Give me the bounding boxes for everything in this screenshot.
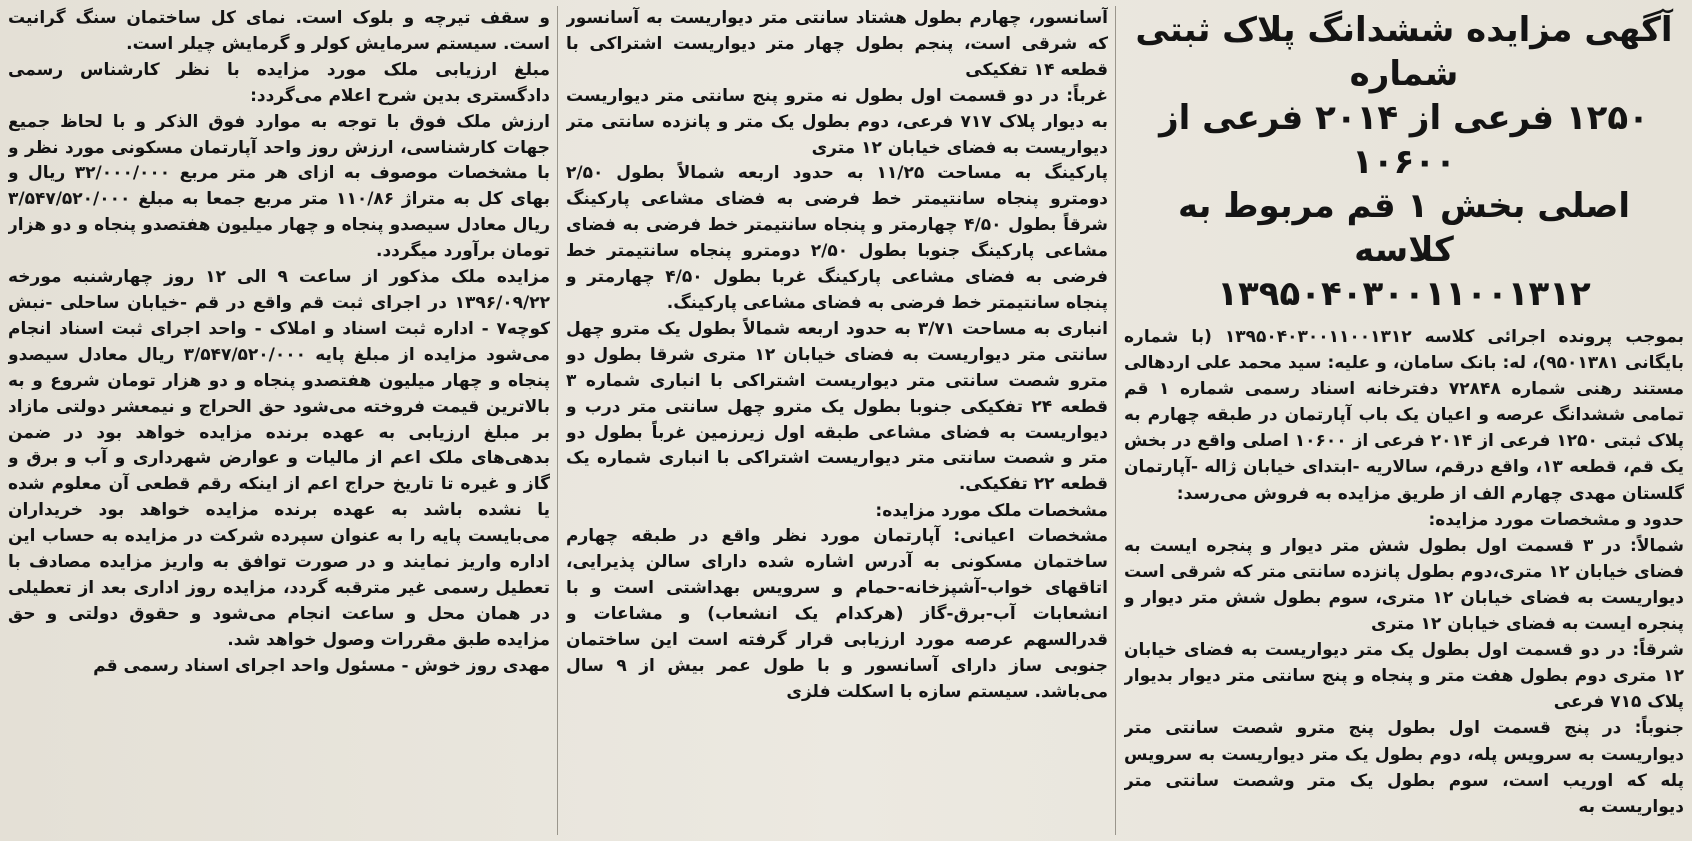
title-line-4: ۱۳۹۵۰۴۰۳۰۰۱۱۰۰۱۳۱۲ xyxy=(1217,274,1591,314)
north-boundary: شمالاً: در ۳ قسمت اول بطول شش متر دیوار و پنجره ایست به فضای خیابان ۱۲ متری،دوم بطول پانزده سانتی متر که شرقی است دیواریست به فضای خیابان ۱۲ متری، سوم بطول شش متر دیوار و پنجره ایست به فضای خیابان ۱۲ متری xyxy=(1124,535,1684,635)
parking-paragraph: پارکینگ به مساحت ۱۱/۲۵ به حدود اربعه شمالاً بطول ۲/۵۰ دومترو پنجاه سانتیمتر خط فرضی به فضای مشاعی پارکینگ شرقاً بطول ۴/۵۰ چهارمتر و پنجاه سانتیمتر خط فرضی به فضای مشاعی پارکینگ جنوبا بطول ۲/۵۰ دومترو پنجاه سانتیمتر خط فرضی به فضای مشاعی پارکینگ غربا بطول ۴/۵۰ چهارمتر و پنجاه سانتیمتر خط فرضی به فضای مشاعی پارکینگ. xyxy=(566,163,1108,313)
specs-heading: مشخصات ملک مورد مزایده: xyxy=(875,501,1108,522)
column-divider xyxy=(1115,6,1116,835)
title-line-3: اصلی بخش ۱ قم مربوط به کلاسه xyxy=(1178,186,1630,270)
column-middle xyxy=(566,6,1108,837)
signature-line: مهدی روز خوش - مسئول واحد اجرای اسناد رسمی قم xyxy=(93,655,550,676)
boundaries-heading: حدود و مشخصات مورد مزایده: xyxy=(1428,509,1684,530)
title-line-2: ۱۲۵۰ فرعی از ۲۰۱۴ فرعی از ۱۰۶۰۰ xyxy=(1159,98,1649,182)
notice-title xyxy=(1124,8,1684,316)
west-boundary: غرباً: در دو قسمت اول بطول نه مترو پنج سانتی متر دیواریست به دیوار پلاک ۷۱۷ فرعی، دوم بطول یک متر و پانزده سانتی متر دیواریست به فضای خیابان ۱۲ متری xyxy=(566,85,1108,158)
valuation-paragraph: ارزش ملک فوق با توجه به موارد فوق الذکر و با لحاظ جمیع جهات کارشناسی، ارزش روز واحد آپارتمان مسکونی مورد نظر و با مشخصات موصوف به ازای هر متر مربع ۳۲/۰۰۰/۰۰۰ ریال و بهای کل به متراژ ۱۱۰/۸۶ متر مربع جمعا به مبلغ ۳/۵۴۷/۵۲۰/۰۰۰ ریال معادل سیصدو پنجاه و چهار میلیون هفتصدو پنجاه و دو هزار تومان برآورد میگردد. xyxy=(8,111,550,262)
column-right xyxy=(1124,6,1684,837)
south-boundary-end: آسانسور، چهارم بطول هشتاد سانتی متر دیواریست به آسانسور که شرقی است، پنجم بطول چهار متر دیواریست اشتراکی با قطعه ۱۴ تفکیکی xyxy=(566,8,1108,80)
east-boundary: شرقاً: در دو قسمت اول بطول یک متر دیواریست به فضای خیابان ۱۲ متری دوم بطول هفت متر و پنجاه و پنج سانتی متر دیوار بدیوار پلاک ۷۱۵ فرعی xyxy=(1124,640,1684,713)
column-divider xyxy=(557,6,558,835)
storage-paragraph: انباری به مساحت ۳/۷۱ به حدود اربعه شمالاً بطول یک مترو چهل سانتی متر دیواریست به فضای خیابان ۱۲ متری شرقا بطول دو مترو شصت سانتی متر دیواریست اشتراکی با انباری شماره ۳ قطعه ۲۴ تفکیکی جنوبا بطول یک مترو چهل سانتی متر درب و دیواریست به فضای مشاعی طبقه اول زیرزمین غرباً بطول دو متر و شصت سانتی متر دیواریست اشتراکی با انباری شماره یک قطعه ۲۲ تفکیکی. xyxy=(566,318,1108,495)
south-boundary-start: جنوباً: در پنج قسمت اول بطول پنج مترو شصت سانتی متر دیواریست به سرویس پله، دوم بطول یک متر دیواریست به سرویس پله که اوریب است، سوم بطول یک متر وشصت سانتی متر دیواریست به xyxy=(1124,718,1684,817)
valuation-intro: مبلغ ارزیابی ملک مورد مزایده با نظر کارشناس رسمی دادگستری بدین شرح اعلام می‌گردد: xyxy=(8,59,550,106)
intro-paragraph: بموجب پرونده اجرائی کلاسه ۱۳۹۵۰۴۰۳۰۰۱۱۰۰۱۳۱۲ (با شماره بایگانی ۹۵۰۱۳۸۱)، له: بانک سامان، و علیه: سید محمد علی اردهالی مستند رهنی شماره ۷۲۸۴۸ دفترخانه اسناد رسمی شماره ۱ قم تمامی ششدانگ عرصه و اعیان یک باب آپارتمان در طبقه چهارم به پلاک ثبتی ۱۲۵۰ فرعی از ۲۰۱۴ فرعی از ۱۰۶۰۰ اصلی واقع در بخش یک قم، قطعه ۱۳، واقع درقم، سالاریه -ابتدای خیابان ژاله -آپارتمان گلستان مهدی چهارم الف از طریق مزایده به فروش می‌رسد: xyxy=(1124,327,1684,504)
auction-paragraph: مزایده ملک مذکور از ساعت ۹ الی ۱۲ روز چهارشنبه مورخه ۱۳۹۶/۰۹/۲۲ در اجرای ثبت قم واقع در قم -خیابان ساحلی -نبش کوچه۷ - اداره ثبت اسناد و املاک - واحد اجرای ثبت اسناد انجام می‌شود مزایده از مبلغ پایه ۳/۵۴۷/۵۲۰/۰۰۰ ریال معادل سیصدو پنجاه و چهار میلیون هفتصدو پنجاه و دو هزار تومان شروع و به بالاترین قیمت فروخته می‌شود حق الحراج و نیمعشر دولتی مازاد بر مبلغ ارزیابی به عهده برنده مزایده خواهد بود در ضمن بدهی‌های ملک اعم از مالیات و عوارض شهرداری و آب و برق و گاز و غیره تا تاریخ حراج اعم از اینکه رقم قطعی آن معلوم شده یا نشده باشد به عهده برنده مزایده خواهد بود خریداران می‌بایست پایه را به عنوان سپرده شرکت در مزایده به حساب این اداره واریز نمایند و در صورت توافق به واریز مزایده مصادف با تعطیل رسمی غیر مترقبه گردد، مزایده روز اداری بعد از تعطیلی در همان محل و ساعت انجام می‌شود و حقوق دولتی و حق مزایده طبق مقررات وصول خواهد شد. xyxy=(8,267,550,650)
column-left xyxy=(8,6,550,837)
specs-paragraph-end: و سقف تیرچه و بلوک است. نمای کل ساختمان سنگ گرانیت است. سیستم سرمایش کولر و گرمایش چیلر است. xyxy=(8,8,550,54)
specs-paragraph-start: مشخصات اعیانی: آپارتمان مورد نظر واقع در طبقه چهارم ساختمان مسکونی به آدرس اشاره شده دارای سالن پذیرایی، اتاقهای خواب-آشپزخانه-حمام و سرویس بهداشتی است و با انشعابات آب-برق-گاز (هرکدام یک انشعاب) و مشاعات و قدرالسهم عرصه مورد ارزیابی قرار گرفته است این ساختمان جنوبی ساز دارای آسانسور و با طول عمر بیش از ۹ سال می‌باشد. سیستم سازه با اسکلت فلزی xyxy=(566,526,1108,702)
title-line-1: آگهی مزایده ششدانگ پلاک ثبتی شماره xyxy=(1135,10,1673,94)
